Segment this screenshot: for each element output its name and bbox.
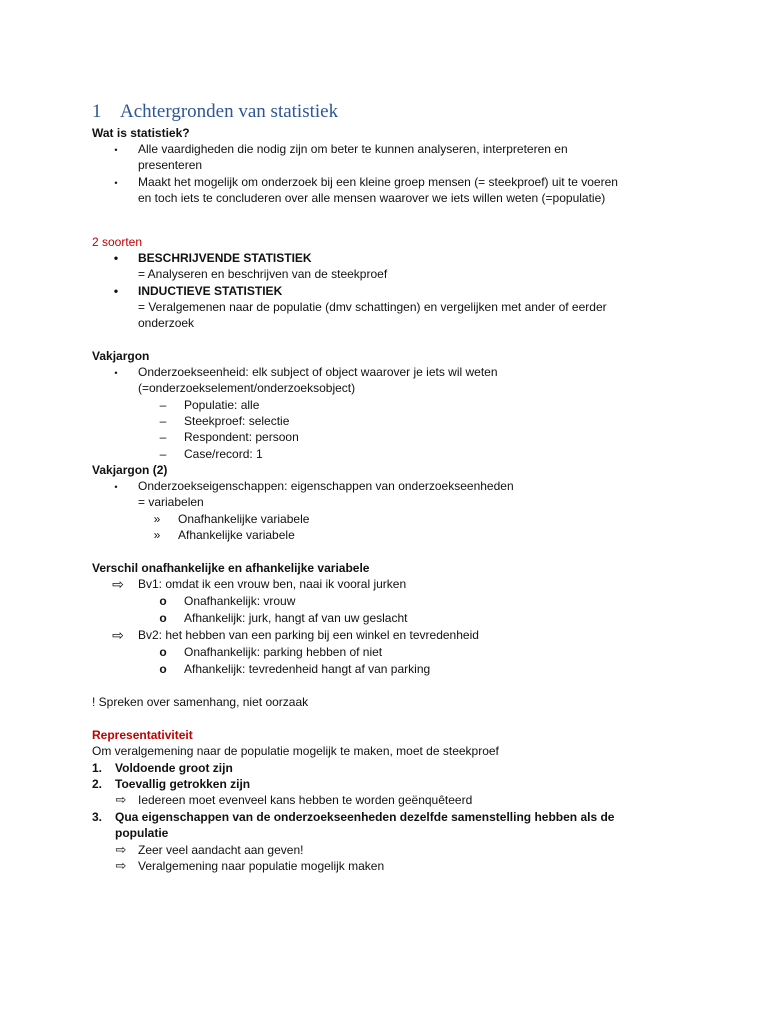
arrow-icon: ⇨ xyxy=(115,792,127,807)
sub-item-text: Steekproef: selectie xyxy=(184,414,290,428)
numbered-item-text-cont: populatie xyxy=(115,826,169,840)
sub-item-text: Onafhankelijk: parking hebben of niet xyxy=(184,645,383,659)
sub-item-text: Iedereen moet evenveel kans hebben te worden geënquêteerd xyxy=(138,793,473,807)
chevron-marker: » xyxy=(153,512,161,526)
dash-marker: – xyxy=(159,447,167,461)
list-item-text: Onderzoekseigenschappen: eigenschappen van onderzoekseenheden xyxy=(138,479,514,493)
numbered-item-text: Voldoende groot zijn xyxy=(115,761,233,775)
sub-item-text: Onafhankelijke variabele xyxy=(178,512,310,526)
list-item-text: = Veralgemenen naar de populatie (dmv schattingen) en vergelijken met ander of eerder xyxy=(138,300,607,314)
section-title-wat-is-statistiek: Wat is statistiek? xyxy=(92,126,190,140)
list-item-title: BESCHRIJVENDE STATISTIEK xyxy=(138,251,312,265)
arrow-icon: ⇨ xyxy=(115,842,127,857)
dash-marker: – xyxy=(159,414,167,428)
circle-marker: o xyxy=(159,611,167,625)
sub-item-text: Veralgemening naar populatie mogelijk maken xyxy=(138,859,385,873)
bullet-marker: • xyxy=(114,178,118,188)
section-title-vakjargon: Vakjargon xyxy=(92,349,150,363)
sub-item-text: Case/record: 1 xyxy=(184,447,263,461)
circle-marker: o xyxy=(159,662,167,676)
sub-item-text: Afhankelijk: tevredenheid hangt af van parking xyxy=(184,662,431,676)
section-title-vakjargon-2: Vakjargon (2) xyxy=(92,463,168,477)
list-item-text: Maakt het mogelijk om onderzoek bij een kleine groep mensen (= steekproef) uit te voeren xyxy=(138,175,618,189)
sub-item-text: Zeer veel aandacht aan geven! xyxy=(138,843,304,857)
list-item-text: = variabelen xyxy=(138,495,204,509)
list-item-text: onderzoek xyxy=(138,316,195,330)
dash-marker: – xyxy=(159,430,167,444)
chevron-marker: » xyxy=(153,528,161,542)
example-text: Bv1: omdat ik een vrouw ben, naai ik vooral jurken xyxy=(138,577,407,591)
numbered-item-number: 3. xyxy=(92,810,103,824)
heading-number: 1 xyxy=(92,101,102,122)
bullet-marker: • xyxy=(114,145,118,155)
numbered-item-text: Qua eigenschappen van de onderzoekseenheden dezelfde samenstelling hebben als de xyxy=(115,810,615,824)
sub-item-text: Populatie: alle xyxy=(184,398,260,412)
page-title xyxy=(92,100,338,124)
list-item-text: Alle vaardigheden die nodig zijn om beter te kunnen analyseren, interpreteren en xyxy=(138,142,568,156)
section-title-2-soorten: 2 soorten xyxy=(92,235,143,249)
sub-item-text: Onafhankelijk: vrouw xyxy=(184,594,296,608)
bullet-marker: • xyxy=(113,284,119,298)
arrow-icon: ⇨ xyxy=(112,576,124,592)
bullet-marker: • xyxy=(113,251,119,265)
arrow-icon: ⇨ xyxy=(115,858,127,873)
section-intro: Om veralgemening naar de populatie mogelijk te maken, moet de steekproef xyxy=(92,744,499,758)
list-item-text: presenteren xyxy=(138,158,203,172)
arrow-icon: ⇨ xyxy=(112,627,124,643)
note-text: ! Spreken over samenhang, niet oorzaak xyxy=(92,695,309,709)
dash-marker: – xyxy=(159,398,167,412)
circle-marker: o xyxy=(159,594,167,608)
numbered-item-number: 1. xyxy=(92,761,103,775)
list-item-text: (=onderzoekselement/onderzoeksobject) xyxy=(138,381,356,395)
numbered-item-text: Toevallig getrokken zijn xyxy=(115,777,251,791)
example-text: Bv2: het hebben van een parking bij een winkel en tevredenheid xyxy=(138,628,479,642)
section-title-representativiteit: Representativiteit xyxy=(92,728,193,742)
sub-item-text: Afhankelijke variabele xyxy=(178,528,295,542)
sub-item-text: Respondent: persoon xyxy=(184,430,299,444)
section-title-verschil: Verschil onafhankelijke en afhankelijke variabele xyxy=(92,561,370,575)
list-item-text: = Analyseren en beschrijven van de steekproef xyxy=(138,267,388,281)
list-item-title: INDUCTIEVE STATISTIEK xyxy=(138,284,283,298)
bullet-marker: • xyxy=(114,482,118,492)
bullet-marker: • xyxy=(114,368,118,378)
sub-item-text: Afhankelijk: jurk, hangt af van uw geslacht xyxy=(184,611,408,625)
numbered-item-number: 2. xyxy=(92,777,103,791)
list-item-text: en toch iets te concluderen over alle mensen waarover we iets willen weten (=populatie) xyxy=(138,191,606,205)
circle-marker: o xyxy=(159,645,167,659)
heading-text: Achtergronden van statistiek xyxy=(120,101,339,122)
list-item-text: Onderzoekseenheid: elk subject of object waarover je iets wil weten xyxy=(138,365,498,379)
